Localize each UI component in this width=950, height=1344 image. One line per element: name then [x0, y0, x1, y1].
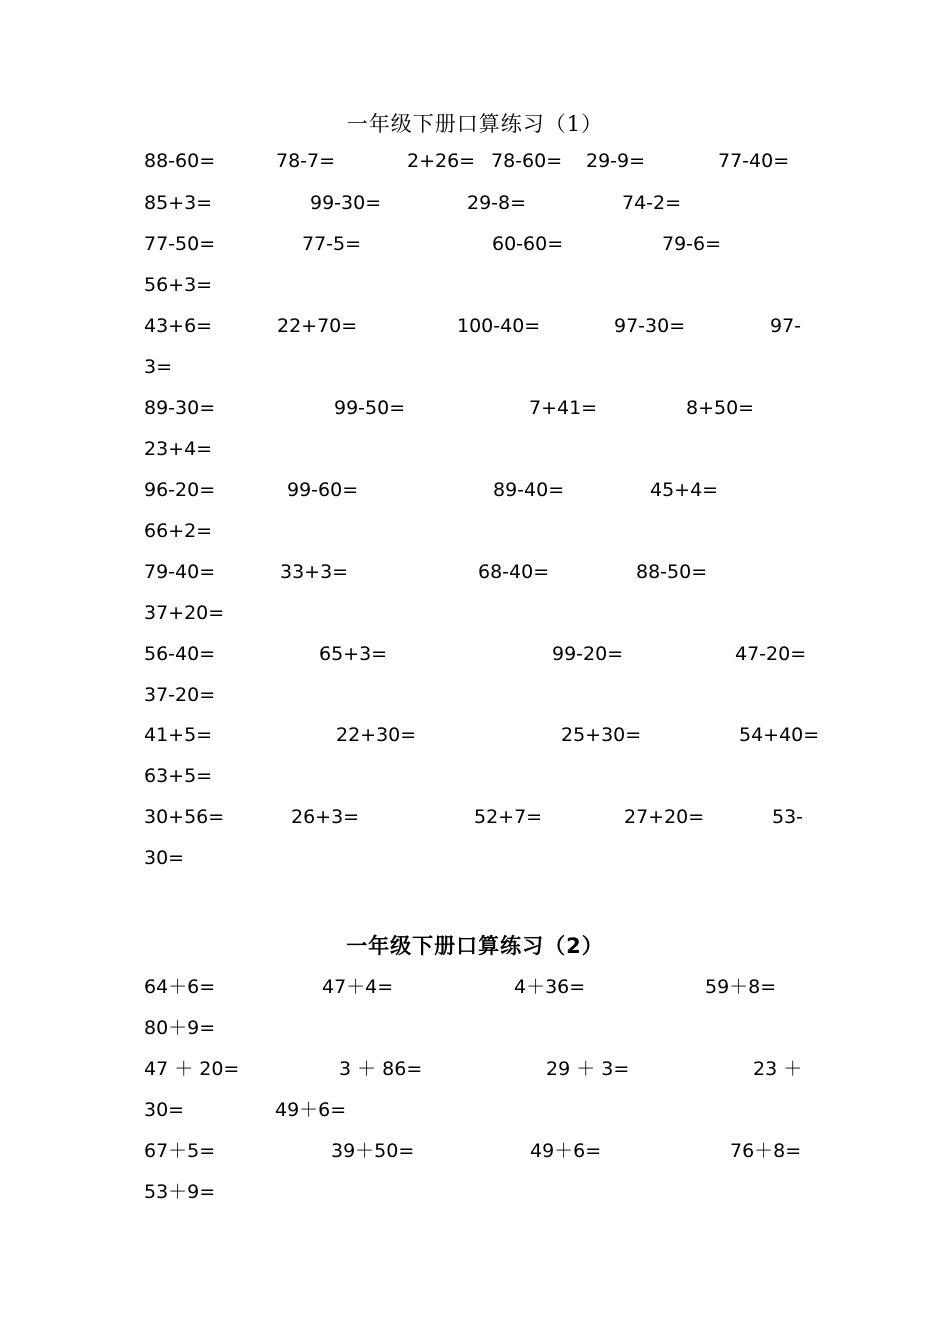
arithmetic-problem: 37-20= — [144, 684, 216, 706]
problem-line — [0, 1015, 950, 1041]
arithmetic-problem: 22+30= — [336, 724, 417, 746]
arithmetic-problem: 39＋50= — [331, 1140, 415, 1162]
arithmetic-problem: 47-20= — [735, 643, 807, 665]
arithmetic-problem: 80＋9= — [144, 1017, 216, 1039]
problem-line — [0, 722, 950, 748]
problem-line — [0, 395, 950, 421]
arithmetic-problem: 56+3= — [144, 274, 213, 296]
problem-line — [0, 354, 950, 380]
arithmetic-problem: 29-9= — [586, 150, 646, 172]
arithmetic-problem: 74-2= — [622, 192, 682, 214]
arithmetic-problem: 89-30= — [144, 397, 216, 419]
problem-line — [0, 477, 950, 503]
arithmetic-problem: 96-20= — [144, 479, 216, 501]
arithmetic-problem: 79-6= — [662, 233, 722, 255]
problem-line — [0, 641, 950, 667]
arithmetic-problem: 77-50= — [144, 233, 216, 255]
arithmetic-problem: 63+5= — [144, 765, 213, 787]
arithmetic-problem: 22+70= — [277, 315, 358, 337]
arithmetic-problem: 26+3= — [291, 806, 360, 828]
arithmetic-problem: 65+3= — [319, 643, 388, 665]
arithmetic-problem: 7+41= — [529, 397, 598, 419]
problem-line — [0, 148, 950, 174]
arithmetic-problem: 23+4= — [144, 438, 213, 460]
arithmetic-problem: 30+56= — [144, 806, 225, 828]
arithmetic-problem: 33+3= — [280, 561, 349, 583]
problem-line — [0, 974, 950, 1000]
arithmetic-problem: 99-20= — [552, 643, 624, 665]
problem-line — [0, 682, 950, 708]
arithmetic-problem: 53- — [772, 806, 804, 828]
arithmetic-problem: 47＋4= — [322, 976, 394, 998]
arithmetic-problem: 59＋8= — [705, 976, 777, 998]
arithmetic-problem: 3= — [144, 356, 173, 378]
arithmetic-problem: 99-60= — [287, 479, 359, 501]
arithmetic-problem: 100-40= — [457, 315, 541, 337]
problem-line — [0, 804, 950, 830]
problem-line — [0, 1138, 950, 1164]
problem-line — [0, 313, 950, 339]
arithmetic-problem: 89-40= — [493, 479, 565, 501]
problem-line — [0, 190, 950, 216]
arithmetic-problem: 67＋5= — [144, 1140, 216, 1162]
arithmetic-problem: 30= — [144, 847, 185, 869]
arithmetic-problem: 60-60= — [492, 233, 564, 255]
arithmetic-problem: 56-40= — [144, 643, 216, 665]
arithmetic-problem: 4＋36= — [514, 976, 586, 998]
arithmetic-problem: 25+30= — [561, 724, 642, 746]
problem-line — [0, 1097, 950, 1123]
arithmetic-problem: 43+6= — [144, 315, 213, 337]
problem-line — [0, 436, 950, 462]
arithmetic-problem: 78-7= — [276, 150, 336, 172]
arithmetic-problem: 76＋8= — [730, 1140, 802, 1162]
arithmetic-problem: 88-60= — [144, 150, 216, 172]
arithmetic-problem: 47 ＋ 20= — [144, 1058, 240, 1080]
arithmetic-problem: 97-30= — [614, 315, 686, 337]
arithmetic-problem: 23 ＋ — [753, 1058, 803, 1080]
arithmetic-problem: 29 ＋ 3= — [546, 1058, 630, 1080]
arithmetic-problem: 3 ＋ 86= — [339, 1058, 423, 1080]
problem-line — [0, 231, 950, 257]
arithmetic-problem: 37+20= — [144, 602, 225, 624]
arithmetic-problem: 88-50= — [636, 561, 708, 583]
arithmetic-problem: 2+26= — [407, 150, 476, 172]
arithmetic-problem: 30= — [144, 1099, 185, 1121]
arithmetic-problem: 53＋9= — [144, 1181, 216, 1203]
arithmetic-problem: 79-40= — [144, 561, 216, 583]
arithmetic-problem: 77-5= — [302, 233, 362, 255]
arithmetic-problem: 49＋6= — [530, 1140, 602, 1162]
problem-line — [0, 600, 950, 626]
arithmetic-problem: 97- — [770, 315, 802, 337]
arithmetic-problem: 66+2= — [144, 520, 213, 542]
arithmetic-problem: 77-40= — [718, 150, 790, 172]
arithmetic-problem: 99-50= — [334, 397, 406, 419]
problem-line — [0, 272, 950, 298]
section-title: 一年级下册口算练习（1） — [346, 112, 604, 136]
problem-line — [0, 518, 950, 544]
arithmetic-problem: 85+3= — [144, 192, 213, 214]
arithmetic-problem: 52+7= — [474, 806, 543, 828]
arithmetic-problem: 68-40= — [478, 561, 550, 583]
arithmetic-problem: 45+4= — [650, 479, 719, 501]
arithmetic-problem: 29-8= — [467, 192, 527, 214]
arithmetic-problem: 41+5= — [144, 724, 213, 746]
arithmetic-problem: 27+20= — [624, 806, 705, 828]
arithmetic-problem: 8+50= — [686, 397, 755, 419]
arithmetic-problem: 64＋6= — [144, 976, 216, 998]
section-title: 一年级下册口算练习（2） — [346, 934, 604, 958]
problem-line — [0, 845, 950, 871]
arithmetic-problem: 78-60= — [491, 150, 563, 172]
problem-line — [0, 1056, 950, 1082]
arithmetic-problem: 99-30= — [310, 192, 382, 214]
arithmetic-problem: 54+40= — [739, 724, 820, 746]
arithmetic-problem: 49＋6= — [275, 1099, 347, 1121]
problem-line — [0, 559, 950, 585]
problem-line — [0, 763, 950, 789]
problem-line — [0, 1179, 950, 1205]
